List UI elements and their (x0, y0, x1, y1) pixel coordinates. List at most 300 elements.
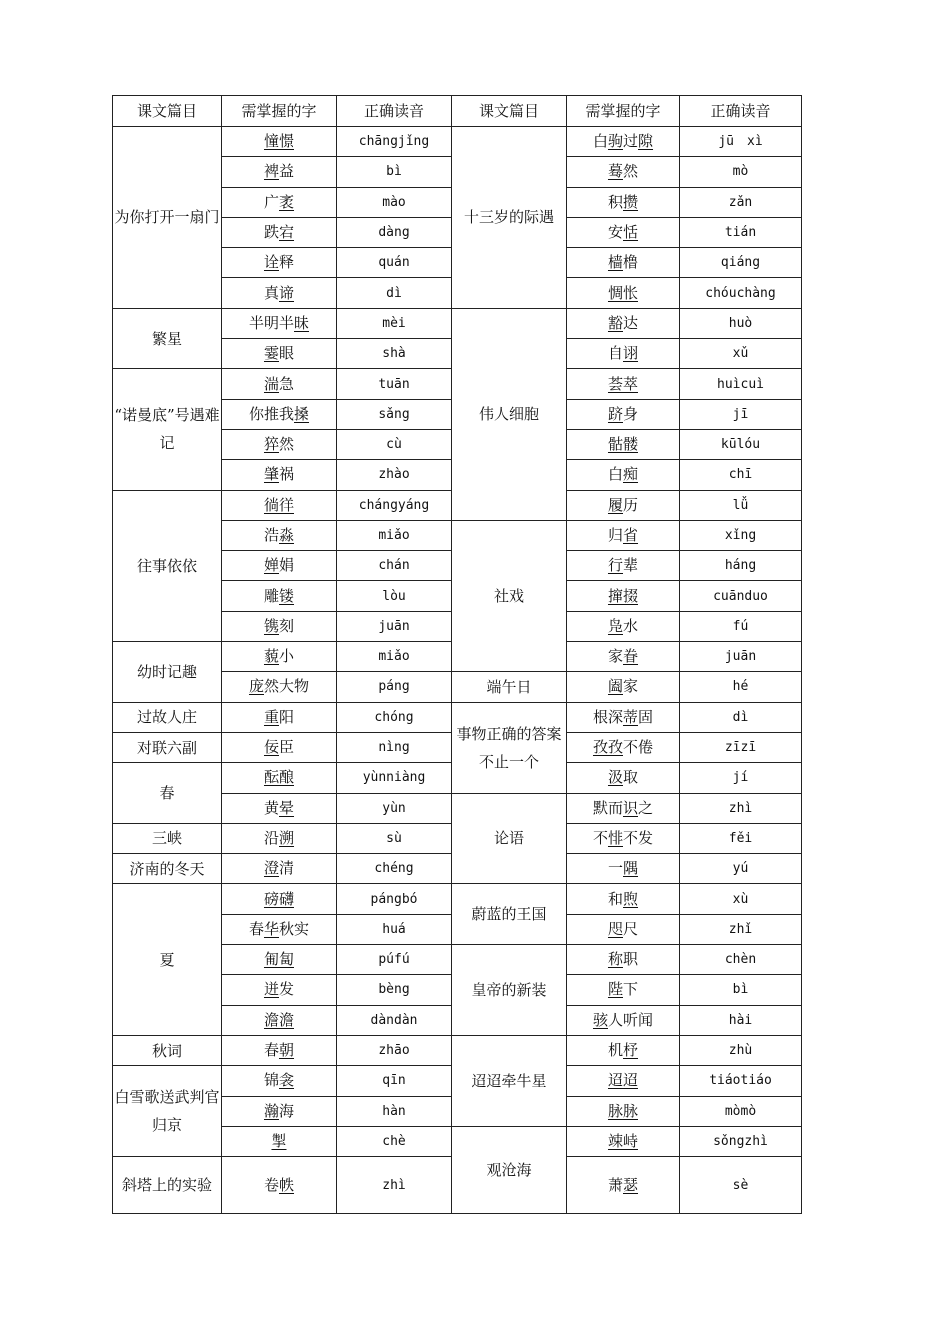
plain-character: 发 (279, 980, 295, 999)
key-characters (567, 460, 680, 490)
key-characters (222, 823, 337, 853)
lesson-title: 白雪歌送武判官归京 (113, 1066, 222, 1157)
underlined-character: 蒂 (622, 707, 638, 726)
key-characters (567, 187, 680, 217)
underlined-character: 蓦 (607, 162, 623, 181)
underlined-character: 行 (607, 556, 623, 575)
plain-character: 益 (279, 162, 295, 181)
plain-character: 过 (623, 132, 639, 151)
underlined-character: 惆怅 (607, 283, 638, 302)
underlined-character: 脉脉 (607, 1101, 638, 1120)
pinyin-reading: zhào (337, 460, 452, 490)
plain-character: 小 (279, 647, 295, 666)
underlined-character: 樯 (607, 253, 623, 272)
lesson-title: 往事依依 (113, 490, 222, 641)
key-characters (222, 732, 337, 762)
plain-character: 水 (623, 616, 639, 635)
key-characters (567, 429, 680, 459)
key-characters (567, 823, 680, 853)
pinyin-reading: dì (680, 702, 802, 732)
pinyin-reading: mèi (337, 308, 452, 338)
plain-character: 刻 (279, 616, 295, 635)
key-characters (222, 369, 337, 399)
underlined-character: 孜孜 (592, 738, 623, 757)
key-characters (567, 399, 680, 429)
pinyin-reading: mò (680, 157, 802, 187)
plain-character: 然 (279, 435, 295, 454)
pinyin-reading: mào (337, 187, 452, 217)
underlined-character: 磅礴 (263, 889, 294, 908)
pinyin-reading: cuānduo (680, 581, 802, 611)
underlined-character: 瑟 (623, 1175, 639, 1194)
pinyin-reading: miǎo (337, 520, 452, 550)
underlined-character: 昧 (294, 313, 310, 332)
underlined-character: 攒 (623, 192, 639, 211)
underlined-character: 咫 (607, 919, 623, 938)
plain-character: 取 (623, 768, 639, 787)
underlined-character: 迸 (263, 980, 279, 999)
underlined-character: 驹 (607, 132, 623, 151)
underlined-character: 庞 (248, 677, 264, 696)
underlined-character: 澹澹 (263, 1010, 294, 1029)
pinyin-reading: chéng (337, 854, 452, 884)
plain-character: 尺 (623, 919, 639, 938)
pinyin-reading: huò (680, 308, 802, 338)
key-characters (567, 854, 680, 884)
key-characters (222, 914, 337, 944)
lesson-title: 过故人庄 (113, 702, 222, 732)
plain-character: 广 (263, 192, 279, 211)
pinyin-reading: zhì (337, 1157, 452, 1214)
lesson-title: 端午日 (452, 672, 567, 702)
key-characters (567, 793, 680, 823)
plain-character: 秋实 (279, 919, 310, 938)
header-cell: 课文篇目 (452, 96, 567, 127)
pinyin-reading: pángbó (337, 884, 452, 914)
key-characters (222, 854, 337, 884)
underlined-character: 识 (622, 798, 638, 817)
plain-character: 不倦 (623, 738, 654, 757)
underlined-character: 晕 (279, 798, 295, 817)
lesson-title: 幼时记趣 (113, 642, 222, 703)
key-characters (567, 520, 680, 550)
underlined-character: 匍匐 (263, 950, 294, 969)
underlined-character: 溯 (279, 828, 295, 847)
key-characters (222, 278, 337, 308)
pinyin-reading: juān (680, 642, 802, 672)
key-characters (567, 217, 680, 247)
underlined-character: 豁 (607, 313, 623, 332)
pinyin-reading: tiáotiáo (680, 1066, 802, 1096)
pinyin-reading: cù (337, 429, 452, 459)
underlined-character: 袤 (279, 192, 295, 211)
plain-character: 释 (279, 253, 295, 272)
underlined-character: 肇 (263, 465, 279, 484)
plain-character: 固 (638, 707, 654, 726)
plain-character: 之 (638, 798, 654, 817)
key-characters (222, 702, 337, 732)
key-characters (222, 611, 337, 641)
underlined-character: 撺掇 (607, 586, 638, 605)
key-characters (222, 884, 337, 914)
key-characters (222, 642, 337, 672)
pinyin-reading: qīn (337, 1066, 452, 1096)
underlined-character: 谛 (279, 283, 295, 302)
lesson-title: 论语 (452, 793, 567, 884)
key-characters (567, 672, 680, 702)
pinyin-reading: jū xì (680, 127, 802, 157)
plain-character: 不发 (623, 828, 654, 847)
pinyin-reading: shà (337, 339, 452, 369)
lesson-title: 十三岁的际遇 (452, 127, 567, 309)
pinyin-reading: lòu (337, 581, 452, 611)
plain-character: 浩 (263, 526, 279, 544)
pinyin-reading: jí (680, 763, 802, 793)
table-row (113, 702, 802, 732)
pinyin-reading: zhāo (337, 1035, 452, 1065)
key-characters (222, 187, 337, 217)
plain-character: 娟 (279, 556, 295, 575)
plain-character: 家 (607, 647, 623, 666)
underlined-character: 陛 (607, 980, 623, 999)
key-characters (222, 1096, 337, 1126)
plain-character: 和 (607, 889, 623, 908)
plain-character: 急 (279, 374, 295, 393)
pinyin-reading: hài (680, 1005, 802, 1035)
plain-character: 达 (623, 313, 639, 332)
plain-character: 眼 (279, 344, 295, 363)
lesson-title: 观沧海 (452, 1126, 567, 1213)
key-characters (222, 217, 337, 247)
table-row (113, 308, 802, 338)
underlined-character: 省 (623, 526, 639, 544)
underlined-character: 朝 (279, 1041, 295, 1060)
plain-character: 跌 (263, 223, 279, 242)
key-characters (567, 884, 680, 914)
underlined-character: 骷髅 (607, 435, 638, 454)
key-characters (567, 308, 680, 338)
plain-character: 沿 (263, 828, 279, 847)
pinyin-reading: tuān (337, 369, 452, 399)
plain-character: 祸 (279, 465, 295, 484)
pinyin-reading: chèn (680, 945, 802, 975)
plain-character: 下 (623, 980, 639, 999)
plain-character: 职 (623, 950, 639, 969)
pinyin-reading: páng (337, 672, 452, 702)
plain-character: 卷 (263, 1175, 279, 1194)
lesson-title: 对联六副 (113, 732, 222, 762)
key-characters (222, 581, 337, 611)
underlined-character: 猝 (263, 435, 279, 454)
lesson-title: 皇帝的新装 (452, 945, 567, 1036)
key-characters (567, 490, 680, 520)
plain-character: 一 (607, 859, 623, 878)
underlined-character: 杼 (623, 1041, 639, 1060)
table-row (113, 1035, 802, 1065)
pinyin-reading: qiáng (680, 248, 802, 278)
key-characters (567, 581, 680, 611)
key-characters (567, 1066, 680, 1096)
underlined-character: 骇 (592, 1010, 608, 1029)
underlined-character: 藐 (263, 647, 279, 666)
plain-character: 白 (607, 465, 623, 484)
pinyin-reading: dàndàn (337, 1005, 452, 1035)
lesson-title: 为你打开一扇门 (113, 127, 222, 309)
underlined-character: 憧憬 (263, 132, 294, 151)
key-characters (567, 732, 680, 762)
key-characters (222, 975, 337, 1005)
underlined-character: 徜徉 (263, 495, 294, 514)
plain-character: 家 (623, 677, 639, 696)
pinyin-reading: hé (680, 672, 802, 702)
underlined-character: 衾 (279, 1071, 295, 1090)
key-characters (567, 339, 680, 369)
pinyin-reading: chóng (337, 702, 452, 732)
pinyin-reading: yùnniàng (337, 763, 452, 793)
key-characters (222, 793, 337, 823)
key-characters (567, 1126, 680, 1156)
key-characters (567, 914, 680, 944)
key-characters (567, 127, 680, 157)
lesson-title: 事物正确的答案不止一个 (452, 702, 567, 793)
underlined-character: 澄 (263, 859, 279, 878)
key-characters (222, 1126, 337, 1156)
plain-character: 雕 (263, 586, 279, 605)
pinyin-reading: sǒngzhì (680, 1126, 802, 1156)
underlined-character: 帙 (279, 1175, 295, 1194)
underlined-character: 恬 (623, 223, 639, 242)
pinyin-reading: bèng (337, 975, 452, 1005)
underlined-character: 酝酿 (263, 768, 294, 787)
underlined-character: 阖 (607, 677, 623, 696)
plain-character: 根深 (592, 707, 623, 726)
table-row (113, 884, 802, 914)
key-characters (222, 763, 337, 793)
key-characters (567, 702, 680, 732)
lesson-title: 社戏 (452, 520, 567, 671)
key-characters (222, 1066, 337, 1096)
plain-character: 锦 (263, 1071, 279, 1090)
pinyin-reading: sè (680, 1157, 802, 1214)
underlined-character: 煦 (623, 889, 639, 908)
underlined-character: 荟萃 (607, 374, 638, 393)
plain-character: 不 (592, 828, 608, 847)
key-characters (567, 763, 680, 793)
pinyin-reading: fěi (680, 823, 802, 853)
header-cell: 正确读音 (680, 96, 802, 127)
key-characters (222, 945, 337, 975)
key-characters (222, 490, 337, 520)
plain-character: 辈 (623, 556, 639, 575)
underlined-character: 裨 (263, 162, 279, 181)
plain-character: 臣 (279, 738, 295, 757)
pinyin-reading: bì (337, 157, 452, 187)
plain-character: 春 (263, 1041, 279, 1060)
plain-character: 真 (263, 283, 279, 302)
plain-character: 半明半 (248, 313, 294, 332)
plain-character: 黄 (263, 798, 279, 817)
plain-character: 海 (279, 1101, 295, 1120)
lesson-title: 伟人细胞 (452, 308, 567, 520)
plain-character: 萧 (607, 1175, 623, 1194)
plain-character: 归 (607, 526, 623, 544)
lesson-title: 三峡 (113, 823, 222, 853)
underlined-character: 痴 (623, 465, 639, 484)
underlined-character: 迢迢 (607, 1071, 638, 1090)
underlined-character: 隙 (638, 132, 654, 151)
pinyin-reading: chī (680, 460, 802, 490)
lesson-title: 秋词 (113, 1035, 222, 1065)
pinyin-reading: huá (337, 914, 452, 944)
plain-character: 历 (623, 495, 639, 514)
pinyin-reading: tián (680, 217, 802, 247)
plain-character: 默而 (592, 798, 623, 817)
underlined-character: 称 (607, 950, 623, 969)
underlined-character: 霎 (263, 344, 279, 363)
key-characters (567, 1005, 680, 1035)
pronunciation-table (112, 95, 802, 1214)
lesson-title: 济南的冬天 (113, 854, 222, 884)
underlined-character: 淼 (279, 526, 295, 544)
key-characters (567, 278, 680, 308)
underlined-character: 镌 (263, 616, 279, 635)
pinyin-reading: nìng (337, 732, 452, 762)
underlined-character: 湍 (263, 374, 279, 393)
plain-character: 积 (607, 192, 623, 211)
underlined-character: 宕 (279, 223, 295, 242)
key-characters (222, 460, 337, 490)
plain-character: 人听闻 (608, 1010, 654, 1029)
key-characters (222, 127, 337, 157)
key-characters (567, 551, 680, 581)
pinyin-reading: chè (337, 1126, 452, 1156)
plain-character: 清 (279, 859, 295, 878)
key-characters (222, 1005, 337, 1035)
underlined-character: 竦峙 (607, 1131, 638, 1150)
lesson-title: “诺曼底”号遇难记 (113, 369, 222, 490)
pinyin-reading: hàn (337, 1096, 452, 1126)
plain-character: 身 (623, 404, 639, 423)
pinyin-reading: sǎng (337, 399, 452, 429)
pinyin-reading: zhù (680, 1035, 802, 1065)
key-characters (222, 429, 337, 459)
key-characters (222, 1157, 337, 1214)
pinyin-reading: huìcuì (680, 369, 802, 399)
header-row (113, 96, 802, 127)
key-characters (222, 551, 337, 581)
plain-character: 你推我 (248, 404, 294, 423)
plain-character: 机 (607, 1041, 623, 1060)
underlined-character: 隅 (623, 859, 639, 878)
lesson-title: 迢迢牵牛星 (452, 1035, 567, 1126)
pinyin-reading: lǚ (680, 490, 802, 520)
underlined-character: 汲 (607, 768, 623, 787)
key-characters (567, 611, 680, 641)
pinyin-reading: sù (337, 823, 452, 853)
key-characters (567, 1157, 680, 1214)
lesson-title: 斜塔上的实验 (113, 1157, 222, 1214)
plain-character: 春 (248, 919, 264, 938)
pinyin-reading: bì (680, 975, 802, 1005)
underlined-character: 跻 (607, 404, 623, 423)
pinyin-reading: xǔ (680, 339, 802, 369)
plain-character: 然大物 (264, 677, 310, 696)
underlined-character: 搡 (294, 404, 310, 423)
key-characters (567, 157, 680, 187)
header-cell: 课文篇目 (113, 96, 222, 127)
pinyin-reading: zhì (680, 793, 802, 823)
underlined-character: 诠 (263, 253, 279, 272)
pinyin-reading: zǎn (680, 187, 802, 217)
pinyin-reading: chāngjǐng (337, 127, 452, 157)
key-characters (222, 339, 337, 369)
header-cell: 正确读音 (337, 96, 452, 127)
header-cell: 需掌握的字 (567, 96, 680, 127)
plain-character: 阳 (279, 707, 295, 726)
underlined-character: 眷 (623, 647, 639, 666)
key-characters (222, 248, 337, 278)
key-characters (222, 672, 337, 702)
pinyin-reading: chángyáng (337, 490, 452, 520)
key-characters (222, 399, 337, 429)
plain-character: 白 (592, 132, 608, 151)
key-characters (567, 945, 680, 975)
key-characters (567, 248, 680, 278)
key-characters (567, 642, 680, 672)
key-characters (567, 975, 680, 1005)
plain-character: 安 (607, 223, 623, 242)
pinyin-reading: dì (337, 278, 452, 308)
underlined-character: 凫 (607, 616, 623, 635)
underlined-character: 诩 (623, 344, 639, 363)
underlined-character: 重 (263, 707, 279, 726)
underlined-character: 瀚 (263, 1101, 279, 1120)
pinyin-reading: jī (680, 399, 802, 429)
underlined-character: 婵 (263, 556, 279, 575)
key-characters (222, 1035, 337, 1065)
pinyin-reading: miǎo (337, 642, 452, 672)
underlined-character: 华 (263, 919, 279, 938)
pinyin-reading: fú (680, 611, 802, 641)
lesson-title: 蔚蓝的王国 (452, 884, 567, 945)
key-characters (567, 1096, 680, 1126)
lesson-title: 繁星 (113, 308, 222, 369)
lesson-title: 春 (113, 763, 222, 824)
key-characters (222, 520, 337, 550)
header-cell: 需掌握的字 (222, 96, 337, 127)
pinyin-reading: xù (680, 884, 802, 914)
plain-character: 然 (623, 162, 639, 181)
underlined-character: 掣 (271, 1131, 287, 1150)
pinyin-reading: quán (337, 248, 452, 278)
pinyin-reading: chóuchàng (680, 278, 802, 308)
pinyin-reading: chán (337, 551, 452, 581)
pinyin-reading: zīzī (680, 732, 802, 762)
underlined-character: 履 (607, 495, 623, 514)
key-characters (222, 308, 337, 338)
pinyin-reading: háng (680, 551, 802, 581)
pinyin-reading: yùn (337, 793, 452, 823)
lesson-title: 夏 (113, 884, 222, 1035)
table-row (113, 127, 802, 157)
key-characters (567, 369, 680, 399)
pinyin-reading: zhǐ (680, 914, 802, 944)
pinyin-reading: púfú (337, 945, 452, 975)
pinyin-reading: yú (680, 854, 802, 884)
pinyin-reading: xǐng (680, 520, 802, 550)
plain-character: 橹 (623, 253, 639, 272)
underlined-character: 镂 (279, 586, 295, 605)
